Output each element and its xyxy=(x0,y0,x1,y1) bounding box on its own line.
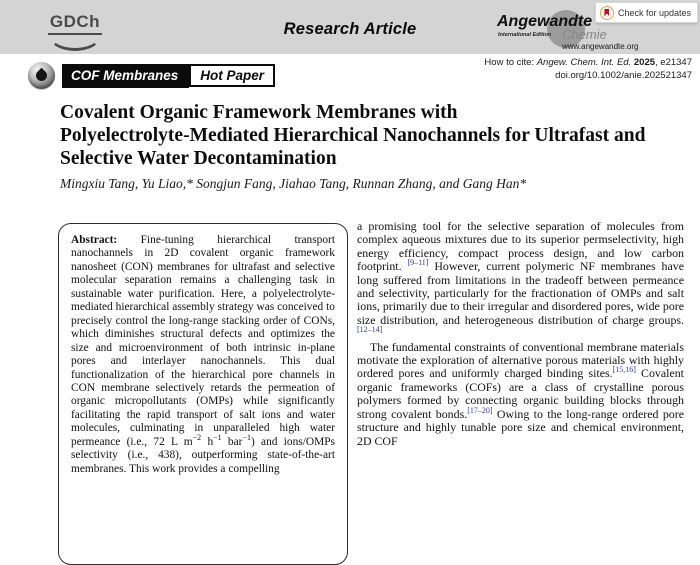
cite-article-id: , e21347 xyxy=(655,57,692,68)
angewandte-name: Angewandte xyxy=(497,13,593,30)
title-line-2: Polyelectrolyte-Mediated Hierarchical Nanochannels for Ultrafast and xyxy=(60,125,646,146)
topic-badge: COF Membranes xyxy=(62,64,189,88)
citation-ref-link[interactable]: [15,16] xyxy=(612,365,636,375)
cite-year: 2025 xyxy=(633,57,656,68)
angewandte-chemie-label: Chemie xyxy=(562,27,607,42)
citation-ref-link[interactable]: [17–20] xyxy=(467,405,493,415)
crossmark-bookmark-icon xyxy=(604,9,609,17)
check-for-updates-label: Check for updates xyxy=(617,7,691,18)
body-text-column xyxy=(357,220,684,448)
check-for-updates-button[interactable] xyxy=(595,2,698,23)
hot-paper-flame-icon xyxy=(28,62,55,89)
how-to-cite-block xyxy=(484,57,692,82)
body-paragraph: a promising tool for the selective separation of molecules from complex aqueous mixtures due to its superior permselectivity, high energy efficiency, compact process design, and low carbon footprint. [9–11] However, current polymeric NF membranes have long suffered from limitations in the tradeoff between permeance and selectivity, particularly for the fractionation of OMPs and salt ions, primarily due to their irregular and disordered pores, wide pore size distribution, and heterogeneous distribution of charge groups.[12–14] xyxy=(357,219,684,335)
title-line-1: Covalent Organic Framework Membranes with xyxy=(60,102,458,123)
angewandte-edition-label: International Edition xyxy=(498,32,552,38)
research-article-label: Research Article xyxy=(283,20,417,38)
how-to-cite-line xyxy=(484,57,692,70)
hot-paper-badge: Hot Paper xyxy=(189,64,275,87)
title-line-3: Selective Water Decontamination xyxy=(60,148,337,169)
article-title xyxy=(60,101,688,170)
flame-glyph xyxy=(34,68,50,84)
author-list: Mingxiu Tang, Yu Liao,* Songjun Fang, Jiahao Tang, Runnan Zhang, and Gang Han* xyxy=(60,176,527,191)
body-paragraph: The fundamental constraints of conventional membrane materials motivate the exploration of alternative porous materials with highly ordered pores and uniformly charged binding sites.[15,16] Covalent organic frameworks (COFs) are a class of crystalline porous polymers formed by connecting organic building blocks through strong covalent bonds.[17–20] Owing to the long-range ordered pore structure and highly tunable pore size and chemical environment, 2D COF xyxy=(357,339,684,448)
doi-link[interactable]: doi.org/10.1002/anie.202521347 xyxy=(555,69,692,81)
gdch-logo-text: GDCh xyxy=(48,12,102,35)
article-badges xyxy=(28,62,275,89)
crossmark-icon xyxy=(600,6,614,20)
abstract-text: Abstract: Fine-tuning hierarchical transport nanochannels in 2D covalent organic framework nanosheet (CON) membranes for ultrafast and selective molecular separation remains a challenging task in sustainable water purification. Here, a polyelectrolyte-mediated hierarchical assembly strategy was conceived to precisely control the long-range stacking order of CONs, which diminishes structural defects and optimizes the size and microenvironment of both intrinsic in-plane pores and interlayer nanochannels. This dual functionalization of the hierarchical pore channels in CON membrane selectively retards the permeation of organic micropollutants (OMPs) while significantly facilitating the rapid transport of salt ions and water molecules, culminating in unparalleled high water permeance (i.e., 72 L $m^{-2}$ $h^{-1}$ bar$^{-1}$) and ions/OMPs selectivity (i.e., 438), outperforming state-of-the-art membranes. This work provides a compelling xyxy=(71,234,335,475)
angewandte-website-link[interactable]: www.angewandte.org xyxy=(562,42,639,51)
cite-journal-abbrev: Angew. Chem. Int. Ed. xyxy=(536,57,634,68)
citation-ref-link[interactable]: [12–14] xyxy=(357,325,383,335)
abstract-box xyxy=(58,223,348,565)
citation-ref-link[interactable]: [9–11] xyxy=(407,258,429,268)
cite-prefix: How to cite: xyxy=(484,57,537,68)
gdch-arc-icon xyxy=(50,37,100,51)
